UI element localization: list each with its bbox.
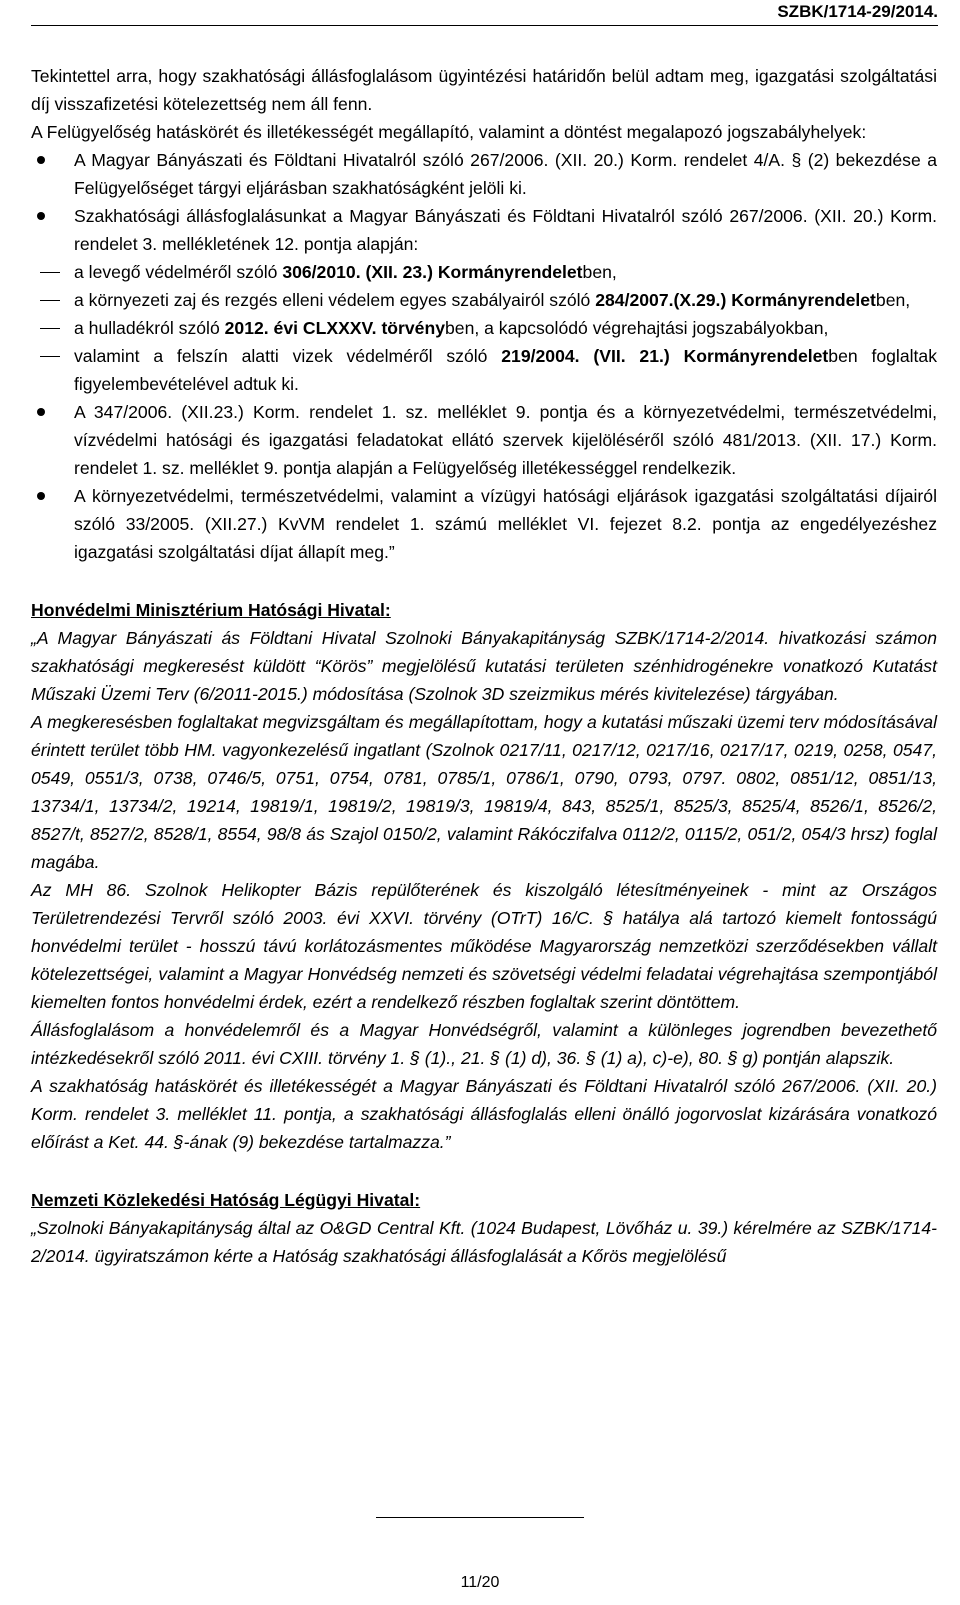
- hm-paragraph: Az MH 86. Szolnok Helikopter Bázis repülőterének és kiszolgáló létesítményeinek - mint az Országos Területrendezési Tervről szóló 2003. évi XXVI. törvény (OTrT) 16/C. § hatálya alá tartozó kiemelt fontosságú honvédelmi terület - hosszú távú korlátozásmentes működése Magyarország nemzetközi szerződésekben vállalt kötelezettségei, valamint a Magyar Honvédség nemzeti és szövetségi védelmi feladatai végrehajtása szempontjából kiemelten fontos honvédelmi érdek, ezért a rendelkező részben foglaltak szerint döntöttem.: [31, 880, 937, 1012]
- dash-text: valamint a felszín alatti vizek védelméről szóló: [74, 346, 502, 366]
- section-gap: [31, 1156, 937, 1186]
- bullet-item: A Magyar Bányászati és Földtani Hivatalról szóló 267/2006. (XII. 20.) Korm. rendelet 4/A. § (2) bekezdése a Felügyelőséget tárgyi eljárásban szakhatóságként jelöli ki.: [31, 146, 937, 202]
- page-number: 11/20: [460, 1574, 500, 1591]
- dash-text: ben foglaltak figyelembevételével adtuk ki.: [74, 346, 937, 394]
- dash-text: a levegő védelméről szóló: [74, 262, 283, 282]
- document-body: [31, 62, 937, 1270]
- section-gap: [31, 566, 937, 596]
- hm-paragraph: Állásfoglalásom a honvédelemről és a Magyar Honvédségről, valamint a különleges jogrendben bevezethető intézkedésekről szóló 2011. évi CXIII. törvény 1. § (1)., 21. § (1) d), 36. § (1) a), c)-e), 80. § g) pontján alapszik.: [31, 1020, 937, 1068]
- footer-rule: [376, 1517, 584, 1518]
- document-id-header: SZBK/1714-29/2014.: [777, 2, 938, 21]
- nkh-paragraph: „Szolnoki Bányakapitányság által az O&GD Central Kft. (1024 Budapest, Lövőház u. 39.) kérelmére az SZBK/1714-2/2014. ügyiratszámon kérte a Hatóság szakhatósági állásfoglalását a Kőrös megjelölésű: [31, 1218, 937, 1266]
- hm-paragraph: A szakhatóság hatáskörét és illetékességét a Magyar Bányászati és Földtani Hivatalról szóló 267/2006. (XII. 20.) Korm. rendelet 3. melléklet 11. pontja, a szakhatósági állásfoglalás elleni önálló jogorvoslat kizárására vonatkozó előírást a Ket. 44. §-ának (9) bekezdése tartalmazza.”: [31, 1076, 937, 1152]
- dash-item: [31, 314, 937, 342]
- intro-paragraph: Tekintettel arra, hogy szakhatósági állásfoglalásom ügyintézési határidőn belül adtam meg, igazgatási szolgáltatási díj visszafizetési kötelezettség nem áll fenn.: [31, 66, 937, 114]
- dash-text: ben,: [582, 262, 617, 282]
- bullet-item: Szakhatósági állásfoglalásunkat a Magyar Bányászati és Földtani Hivatalról szóló 267/2006. (XII. 20.) Korm. rendelet 3. mellékletének 12. pontja alapján:: [31, 202, 937, 258]
- dash-text: ben,: [875, 290, 911, 310]
- dash-item: [31, 342, 937, 398]
- dash-item: [31, 286, 937, 314]
- hm-paragraph: „A Magyar Bányászati ás Földtani Hivatal Szolnoki Bányakapitányság SZBK/1714-2/2014. hivatkozási számon szakhatósági megkeresést küldött “Körös” megjelölésű kutatási területen szénhidrogénekre vonatkozó Kutatást Műszaki Üzemi Terv (6/2011-2015.) módosítása (Szolnok 3D szeizmikus mérés kivitelezése) tárgyában.: [31, 628, 937, 704]
- header-rule: [31, 25, 938, 26]
- dash-text: a környezeti zaj és rezgés elleni védelem egyes szabályairól szóló: [74, 290, 596, 310]
- dash-bold-ref: 306/2010. (XII. 23.) Kormányrendelet: [282, 262, 583, 282]
- bullet-item: A 347/2006. (XII.23.) Korm. rendelet 1. sz. melléklet 9. pontja és a környezetvédelmi, természetvédelmi, vízvédelmi hatósági és igazgatási feladatokat ellátó szervek kijelöléséről szóló 481/2013. (XII. 17.) Korm. rendelet 1. sz. melléklet 9. pontja alapján a Felügyelőség illetékességgel rendelkezik.: [31, 398, 937, 482]
- jogszabalyhelyek-paragraph: A Felügyelőség hatáskörét és illetékességét megállapító, valamint a döntést megalapozó jogszabályhelyek:: [31, 122, 867, 142]
- dash-bold-ref: 284/2007.(X.29.) Kormányrendelet: [595, 290, 876, 310]
- dash-bold-ref: 2012. évi CLXXXV. törvény: [224, 318, 445, 338]
- hm-paragraph: A megkeresésben foglaltakat megvizsgáltam és megállapítottam, hogy a kutatási műszaki üzemi terv módosításával érintett terület több HM. vagyonkezelésű ingatlant (Szolnok 0217/11, 0217/12, 0217/16, 0217/17, 0219, 0258, 0547, 0549, 0551/3, 0738, 0746/5, 0751, 0754, 0781, 0785/1, 0786/1, 0790, 0793, 0797. 0802, 0851/12, 0851/13, 13734/1, 13734/2, 19214, 19819/1, 19819/2, 19819/3, 19819/4, 843, 8525/1, 8525/3, 8525/4, 8526/1, 8526/2, 8527/t, 8527/2, 8528/1, 8554, 98/8 ás Szajol 0150/2, valamint Rákóczifalva 0112/2, 0115/2, 051/2, 054/3 hrsz) foglal magába.: [31, 712, 937, 872]
- section-heading-nkh: Nemzeti Közlekedési Hatóság Légügyi Hivatal:: [31, 1190, 421, 1210]
- section-heading-hm: Honvédelmi Minisztérium Hatósági Hivatal:: [31, 600, 391, 620]
- dash-item: [31, 258, 937, 286]
- bullet-item: A környezetvédelmi, természetvédelmi, valamint a vízügyi hatósági eljárások igazgatási szolgáltatási díjairól szóló 33/2005. (XII.27.) KvVM rendelet 1. számú melléklet VI. fejezet 8.2. pontja az engedélyezéshez igazgatási szolgáltatási díjat állapít meg.”: [31, 482, 937, 566]
- dash-text: ben, a kapcsolódó végrehajtási jogszabályokban,: [445, 318, 829, 338]
- dash-bold-ref: 219/2004. (VII. 21.) Kormányrendelet: [501, 346, 829, 366]
- dash-text: a hulladékról szóló: [74, 318, 225, 338]
